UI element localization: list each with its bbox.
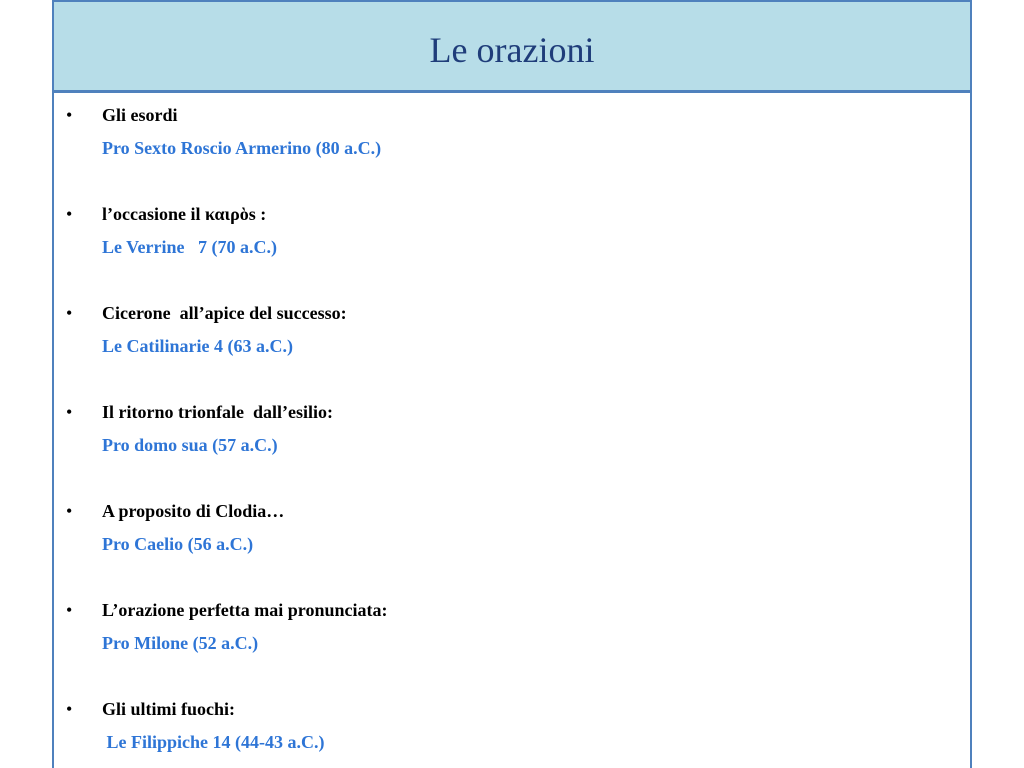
bullet-icon: • (66, 402, 73, 422)
item-heading: Gli ultimi fuochi: (102, 699, 236, 719)
item-heading: Gli esordi (102, 105, 178, 125)
bullet-icon: • (66, 600, 73, 620)
item-oration: Le Verrine 7 (70 a.C.) (102, 237, 277, 257)
item-oration: Pro Milone (52 a.C.) (102, 633, 259, 653)
item-heading: L’orazione perfetta mai pronunciata: (102, 600, 388, 620)
item-oration: Le Filippiche 14 (44-43 a.C.) (102, 732, 325, 752)
bullet-icon: • (66, 501, 73, 521)
title-bar (52, 0, 972, 93)
content-area (52, 93, 972, 768)
item-heading: A proposito di Clodia… (102, 501, 285, 521)
item-heading: Cicerone all’apice del successo: (102, 303, 347, 323)
bullet-icon: • (66, 699, 73, 719)
item-heading: l’occasione il καιρὸs : (102, 204, 267, 224)
item-heading: Il ritorno trionfale dall’esilio: (102, 402, 333, 422)
item-oration: Pro Sexto Roscio Armerino (80 a.C.) (102, 138, 382, 158)
bullet-icon: • (66, 303, 73, 323)
item-oration: Pro domo sua (57 a.C.) (102, 435, 278, 455)
page-title: Le orazioni (429, 30, 595, 70)
item-oration: Le Catilinarie 4 (63 a.C.) (102, 336, 293, 356)
bullet-icon: • (66, 105, 73, 125)
bullet-icon: • (66, 204, 73, 224)
item-oration: Pro Caelio (56 a.C.) (102, 534, 254, 554)
